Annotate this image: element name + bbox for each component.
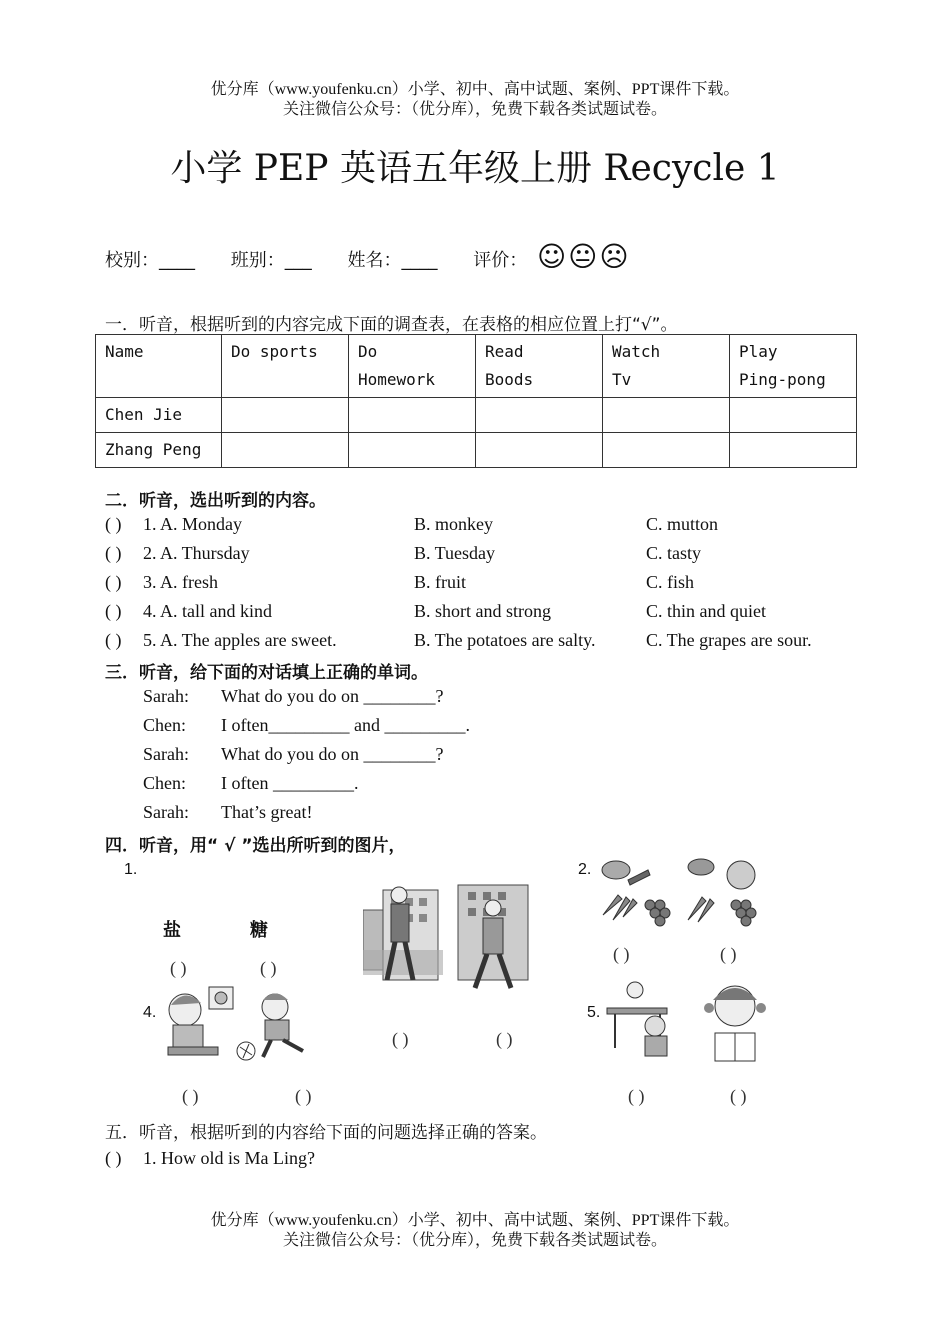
answer-blank[interactable]: ( ) xyxy=(105,572,122,592)
fill-blank[interactable]: I often_________ and _________. xyxy=(221,715,470,735)
choice-list xyxy=(105,510,865,655)
section1-heading: 一．听音，根据听到的内容完成下面的调查表，在表格的相应位置上打“√”。 xyxy=(105,315,678,335)
list-item: ( ) 5. A. The apples are sweet. B. The potatoes are salty. C. The grapes are sour. xyxy=(105,626,865,655)
answer-blank[interactable]: ( ) xyxy=(105,630,122,650)
answer-blank[interactable]: ( ) xyxy=(392,1029,409,1049)
survey-table xyxy=(95,334,857,468)
dialogue xyxy=(143,682,743,827)
dialogue-line: Sarah: That’s great! xyxy=(143,802,313,822)
col-header: Watch Tv xyxy=(603,335,730,398)
check-cell[interactable] xyxy=(476,433,603,468)
col-header: Do sports xyxy=(222,335,349,398)
dialogue-line: Sarah: What do you do on ________? xyxy=(143,682,743,711)
fill-blank[interactable]: What do you do on ________? xyxy=(221,744,444,764)
class-field[interactable]: 班别：___ xyxy=(230,250,312,271)
answer-blank[interactable]: ( ) xyxy=(496,1029,513,1049)
sugar-label: 糖 xyxy=(250,920,268,941)
item-number: 1. xyxy=(124,861,138,878)
col-header: Play Ping-pong xyxy=(730,335,857,398)
name-field[interactable]: 姓名：____ xyxy=(347,250,438,271)
check-cell[interactable] xyxy=(603,433,730,468)
table-header-row xyxy=(96,335,857,398)
section4-heading: 四．听音，用“ √ ”选出所听到的图片， xyxy=(105,836,406,856)
answer-blank[interactable]: ( ) xyxy=(720,944,737,964)
check-cell[interactable] xyxy=(349,398,476,433)
check-cell[interactable] xyxy=(222,398,349,433)
section2-heading: 二．听音，选出听到的内容。 xyxy=(105,491,326,511)
site-header-line2: 关注微信公众号：（优分库），免费下载各类试题试卷。 xyxy=(282,101,667,118)
answer-blank[interactable]: ( ) xyxy=(295,1086,312,1106)
fill-blank[interactable]: What do you do on ________? xyxy=(221,686,444,706)
item-number: 2. xyxy=(578,861,592,878)
people-walking-picture[interactable] xyxy=(363,880,533,995)
table-row: Zhang Peng xyxy=(96,433,857,468)
question-list xyxy=(105,1144,705,1173)
page-title: 小学 PEP 英语五年级上册 Recycle 1 xyxy=(170,148,780,189)
answer-blank[interactable]: ( ) xyxy=(170,958,187,978)
check-cell[interactable] xyxy=(476,398,603,433)
answer-blank[interactable]: ( ) xyxy=(260,958,277,978)
col-header: Read Boods xyxy=(476,335,603,398)
dialogue-line: Sarah: What do you do on ________? xyxy=(143,740,743,769)
check-cell[interactable] xyxy=(349,433,476,468)
rating-label: 评价： xyxy=(473,250,528,271)
kids-activity-picture[interactable] xyxy=(163,985,318,1065)
site-header-line1: 优分库（www.youfenku.cn）小学、初中、高中试题、案例、PPT课件下载。 xyxy=(210,81,740,98)
table-row: Chen Jie xyxy=(96,398,857,433)
col-header: Do Homework xyxy=(349,335,476,398)
rating-faces-icon[interactable]: ☺😐☹ xyxy=(536,240,631,273)
check-cell[interactable] xyxy=(222,433,349,468)
check-cell[interactable] xyxy=(730,398,857,433)
food-picture[interactable] xyxy=(598,855,763,930)
dialogue-line: Chen: I often_________ and _________. xyxy=(143,711,743,740)
item-number: 5. xyxy=(587,1004,601,1021)
answer-blank[interactable]: ( ) xyxy=(613,944,630,964)
site-footer-line1: 优分库（www.youfenku.cn）小学、初中、高中试题、案例、PPT课件下载。 xyxy=(210,1212,740,1229)
salt-label: 盐 xyxy=(163,920,181,941)
answer-blank[interactable]: ( ) xyxy=(105,601,122,621)
answer-blank[interactable]: ( ) xyxy=(730,1086,747,1106)
answer-blank[interactable]: ( ) xyxy=(105,514,122,534)
school-field[interactable]: 校别：____ xyxy=(105,250,195,271)
col-header: Name xyxy=(96,335,222,398)
item-number: 4. xyxy=(143,1004,157,1021)
pingpong-reading-picture[interactable] xyxy=(605,978,775,1068)
section5-heading: 五．听音，根据听到的内容给下面的问题选择正确的答案。 xyxy=(105,1123,547,1143)
site-footer-line2: 关注微信公众号：（优分库），免费下载各类试题试卷。 xyxy=(282,1232,667,1249)
student-info xyxy=(105,240,661,273)
answer-blank[interactable]: ( ) xyxy=(105,1148,122,1168)
list-item: ( ) 2. A. Thursday B. Tuesday C. tasty xyxy=(105,539,865,568)
check-cell[interactable] xyxy=(730,433,857,468)
list-item: ( ) 3. A. fresh B. fruit C. fish xyxy=(105,568,865,597)
answer-blank[interactable]: ( ) xyxy=(105,543,122,563)
section3-heading: 三．听音，给下面的对话填上正确的单词。 xyxy=(105,663,428,683)
check-cell[interactable] xyxy=(603,398,730,433)
answer-blank[interactable]: ( ) xyxy=(182,1086,199,1106)
fill-blank[interactable]: I often _________. xyxy=(221,773,359,793)
list-item: ( ) 4. A. tall and kind B. short and strong C. thin and quiet xyxy=(105,597,865,626)
list-item: ( ) 1. How old is Ma Ling? xyxy=(105,1144,705,1173)
dialogue-line: Chen: I often _________. xyxy=(143,769,743,798)
list-item: ( ) 1. A. Monday B. monkey C. mutton xyxy=(105,510,865,539)
answer-blank[interactable]: ( ) xyxy=(628,1086,645,1106)
